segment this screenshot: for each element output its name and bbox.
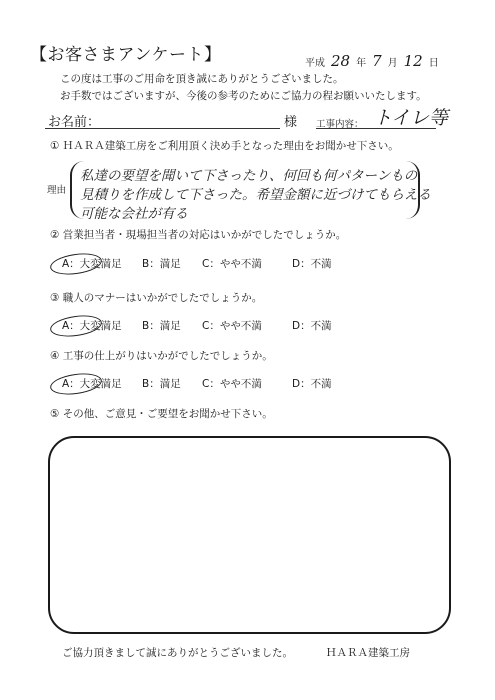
question-3: ③ 職人のマナーはいかがでしたでしょうか。 — [50, 292, 263, 304]
option-a[interactable]: A：大変満足 — [62, 258, 122, 270]
sama-honorific: 様 — [284, 115, 298, 130]
date-year: 28 — [331, 52, 351, 70]
date-day: 12 — [403, 52, 423, 70]
option-b[interactable]: B：満足 — [142, 378, 181, 390]
date-day-unit: 日 — [428, 58, 439, 69]
question-2: ② 営業担当者・現場担当者の対応はいかがでしたでしょうか。 — [50, 229, 347, 241]
option-d[interactable]: D：不満 — [292, 320, 332, 332]
intro-line-1: この度は工事のご用命を頂き誠にありがとうございました。 — [60, 73, 344, 85]
comment-box[interactable] — [48, 436, 451, 634]
reason-answer-line-1[interactable]: 私達の要望を聞いて下さったり、何回も何パターンもの — [80, 168, 418, 184]
option-c[interactable]: C：やや不満 — [202, 258, 262, 270]
work-field[interactable]: トイレ等 — [373, 107, 449, 129]
work-underline — [316, 128, 436, 129]
name-underline — [45, 128, 280, 129]
survey-date — [305, 52, 439, 70]
question-5: ⑤ その他、ご意見・ご要望をお聞かせ下さい。 — [50, 408, 273, 420]
date-year-unit: 年 — [356, 58, 367, 69]
option-d[interactable]: D：不満 — [292, 258, 332, 270]
date-month-unit: 月 — [387, 58, 398, 69]
option-d[interactable]: D：不満 — [292, 378, 332, 390]
option-a[interactable]: A：大変満足 — [62, 378, 122, 390]
option-b[interactable]: B：満足 — [142, 320, 181, 332]
option-b[interactable]: B：満足 — [142, 258, 181, 270]
reason-label: 理由 — [47, 185, 67, 196]
reason-answer-line-3[interactable]: 可能な会社が有る — [80, 206, 188, 222]
option-a[interactable]: A：大変満足 — [62, 320, 122, 332]
option-c[interactable]: C：やや不満 — [202, 320, 262, 332]
option-c[interactable]: C：やや不満 — [202, 378, 262, 390]
name-label: お名前： — [48, 115, 101, 130]
footer-company: ＨＡＲＡ建築工房 — [326, 647, 410, 659]
intro-line-2: お手数ではございますが、今後の参考のためにご協力の程お願いいたします。 — [60, 90, 427, 102]
date-month: 7 — [372, 52, 382, 70]
date-era: 平成 — [305, 58, 325, 69]
question-4: ④ 工事の仕上がりはいかがでしたでしょうか。 — [50, 350, 273, 362]
question-3-options — [62, 318, 442, 334]
reason-answer-line-2[interactable]: 見積りを作成して下さった。希望金額に近づけてもらえる — [80, 187, 431, 203]
question-2-options — [62, 256, 442, 272]
footer-thanks: ご協力頂きまして誠にありがとうございました。 — [62, 647, 293, 659]
work-label: 工事内容： — [316, 119, 364, 130]
question-1: ① ＨＡＲＡ建築工房をご利用頂く決め手となった理由をお聞かせ下さい。 — [50, 140, 399, 152]
survey-title: 【お客さまアンケート】 — [30, 45, 222, 65]
question-4-options — [62, 376, 442, 392]
